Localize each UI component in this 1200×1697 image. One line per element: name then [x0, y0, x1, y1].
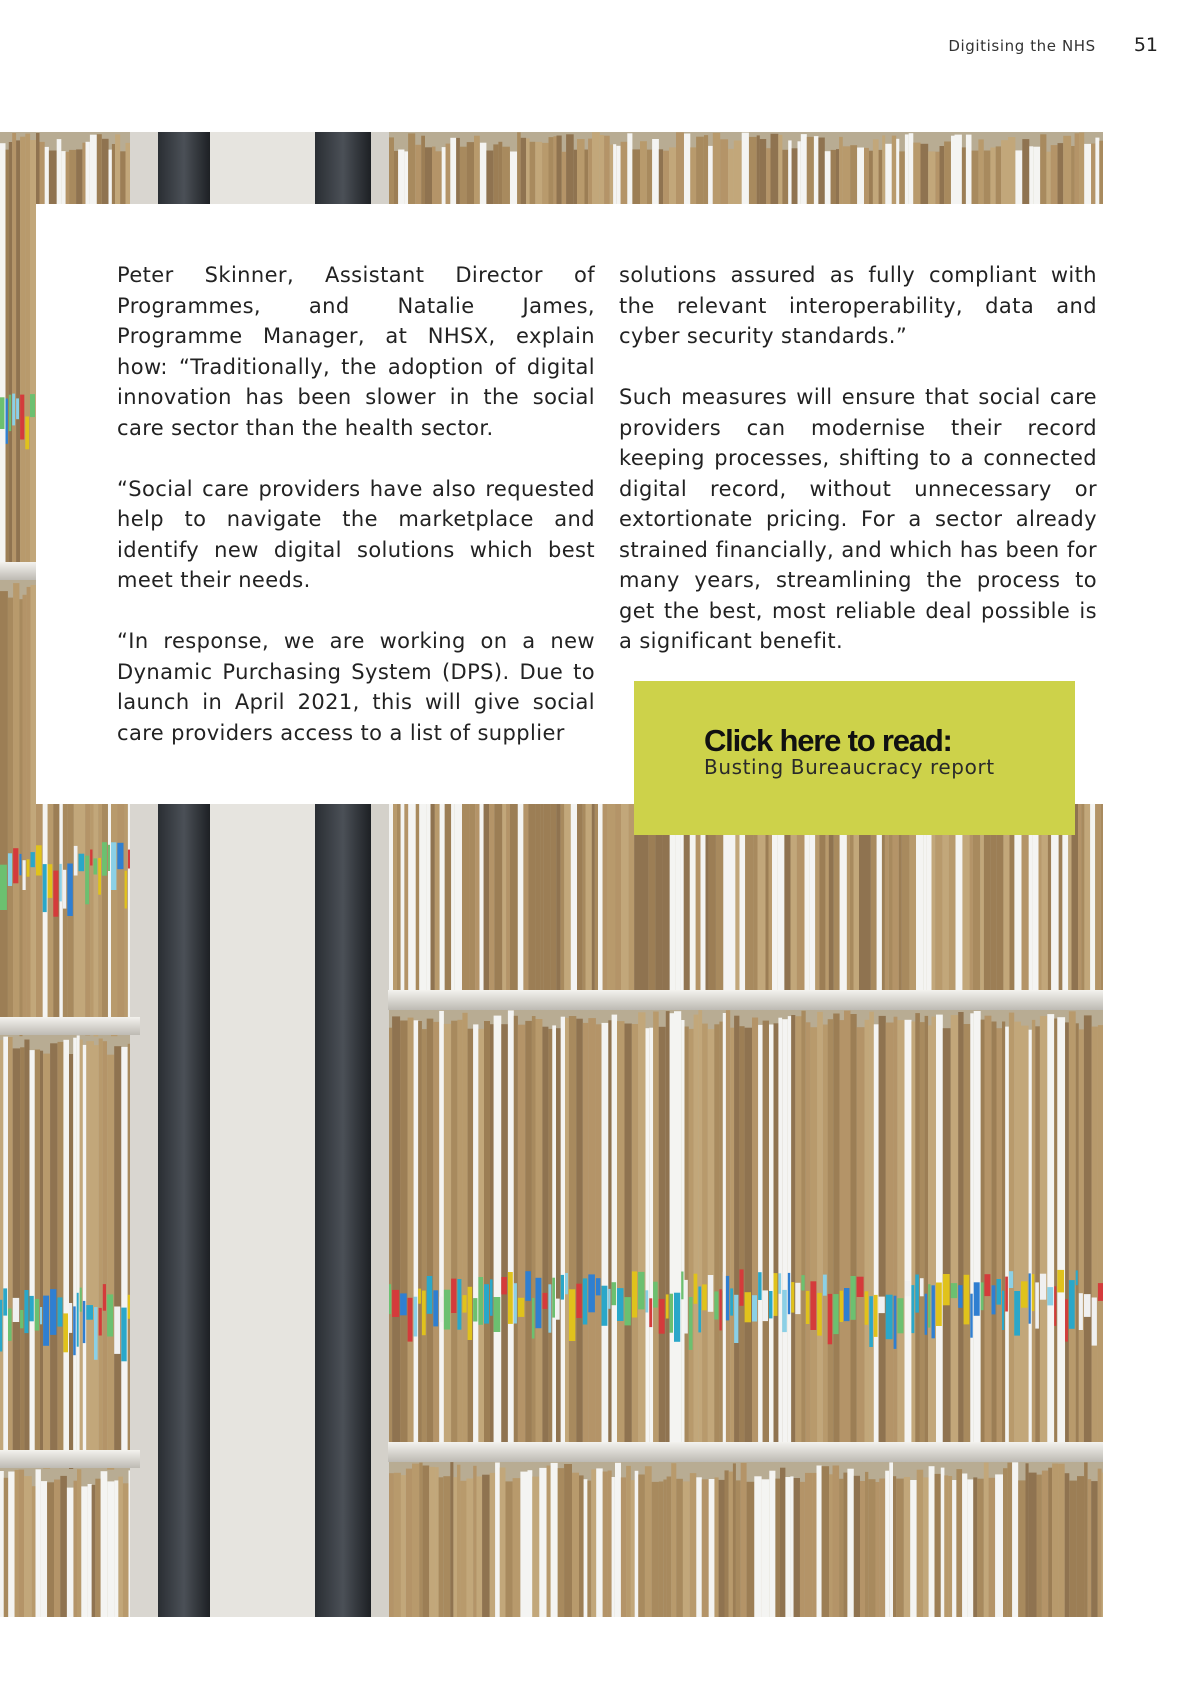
- page-number: 51: [1133, 34, 1158, 56]
- page-header: [948, 34, 1158, 56]
- article-paragraph: Peter Skinner, Assistant Director of Programmes, and Natalie James, Programme Manager, at NHSX, explain how: “Traditionally, the adoption of digital innovation has been slower in the social care sector than the health sector.: [117, 263, 595, 440]
- publication-title: Digitising the NHS: [948, 37, 1096, 55]
- cta-heading: Click here to read:: [704, 723, 952, 758]
- article-paragraph: Such measures will ensure that social care providers can modernise their record keeping processes, shifting to a connected digital record, without unnecessary or extortionate pricing. For a sector already strained financially, and which has been for many years, streamlining the process to get the best, most reliable deal possible is a significant benefit.: [619, 385, 1097, 653]
- article-column-right: [619, 260, 1097, 687]
- cta-report-title: Busting Bureaucracy report: [704, 755, 995, 779]
- read-report-link[interactable]: [634, 681, 1075, 835]
- article-paragraph: solutions assured as fully compliant with the relevant interoperability, data and cyber security standards.”: [619, 263, 1097, 348]
- article-paragraph: “Social care providers have also requested help to navigate the marketplace and identify new digital solutions which best meet their needs.: [117, 476, 595, 592]
- article-paragraph: “In response, we are working on a new Dynamic Purchasing System (DPS). Due to launch in April 2021, this will give social care providers access to a list of supplier: [117, 629, 595, 745]
- article-column-left: [117, 260, 595, 779]
